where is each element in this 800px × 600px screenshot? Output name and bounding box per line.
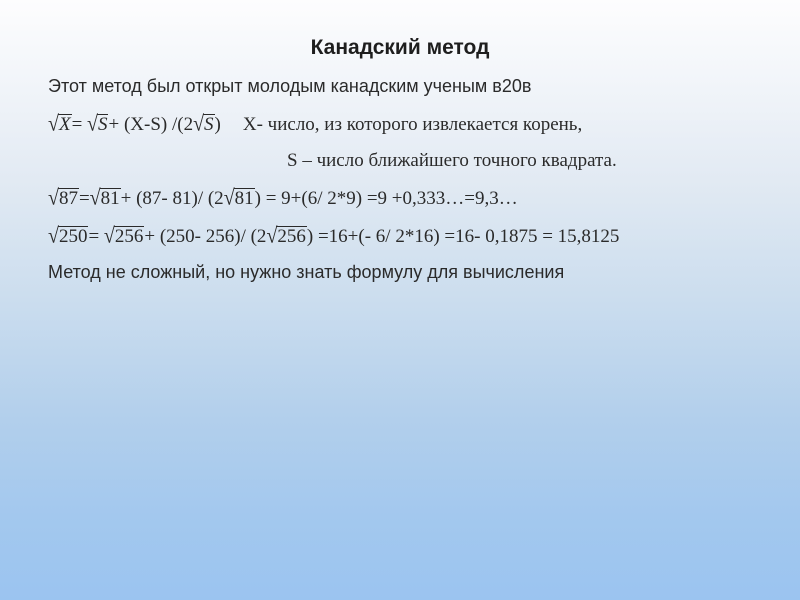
example-87-middle: + (87- 81)/ (2 (120, 188, 224, 209)
sqrt-87 (48, 185, 79, 211)
slide-title: Канадский метод (310, 36, 490, 59)
formula-middle: + (X-S) /(2 (108, 114, 194, 135)
intro-text: Этот метод был открыт молодым канадским ученым в20в (48, 76, 532, 96)
example-87-result: ) = 9+(6/ 2*9) =9 +0,333…=9,3… (254, 188, 518, 209)
example-250-middle: + (250- 256)/ (2 (144, 226, 267, 247)
radicand-256: 256 (277, 226, 306, 247)
example-250-result: ) =16+(- 6/ 2*16) =16- 0,1875 = 15,8125 (306, 226, 620, 247)
radical-sign: √ (103, 223, 115, 249)
equals-sign: = (78, 188, 90, 209)
radical-sign: √ (48, 223, 59, 249)
var-s: S (97, 114, 108, 135)
radicand-256: 256 (114, 226, 144, 247)
sqrt-s-denominator (193, 111, 214, 137)
radical-sign: √ (223, 185, 235, 211)
radicand-81: 81 (100, 188, 120, 209)
radical-sign: √ (87, 111, 98, 137)
sqrt-250 (48, 223, 88, 249)
sqrt-x (48, 111, 72, 137)
example-250 (48, 223, 620, 249)
radical-sign: √ (48, 185, 59, 211)
radicand-81: 81 (234, 188, 254, 209)
radical-sign: √ (266, 223, 278, 249)
sqrt-81 (89, 185, 121, 211)
radical-sign: √ (89, 185, 101, 211)
sqrt-81-denominator (223, 185, 255, 211)
formula-close: ) (214, 114, 221, 135)
radicand-87: 87 (58, 188, 78, 209)
radical-sign: √ (193, 111, 205, 137)
sqrt-256 (103, 223, 144, 249)
radicand-250: 250 (58, 226, 88, 247)
sqrt-s (87, 111, 108, 137)
note-x: X- число, из которого извлекается корень, (242, 114, 583, 135)
formula-line (48, 111, 583, 137)
radical-sign: √ (48, 111, 59, 137)
example-87 (48, 185, 518, 211)
equals-sign: = (71, 114, 83, 135)
sqrt-256-denominator (266, 223, 306, 249)
note-s: S – число ближайшего точного квадрата. (287, 150, 617, 171)
var-s: S (204, 114, 214, 135)
outro-text: Метод не сложный, но нужно знать формулу для вычисления (48, 262, 565, 282)
var-x: X (58, 114, 71, 135)
equals-sign: = (88, 226, 104, 247)
